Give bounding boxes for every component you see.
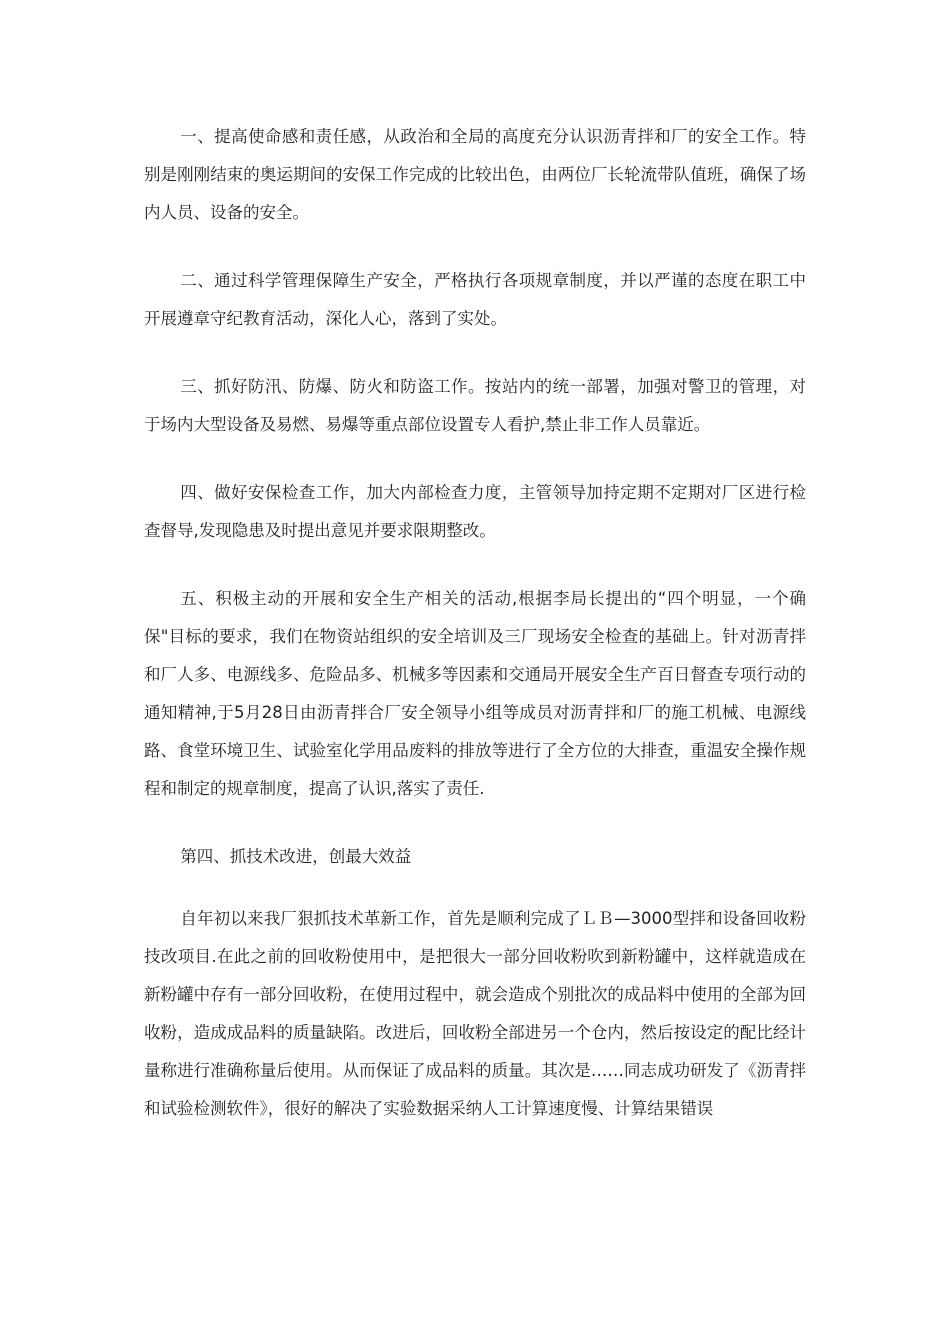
paragraph-3: 三、抓好防汛、防爆、防火和防盗工作。按站内的统一部署，加强对警卫的管理，对于场内大型设备及易燃、易爆等重点部位设置专人看护,禁止非工作人员靠近。	[144, 377, 806, 434]
document-body	[144, 118, 806, 1158]
paragraph-6: 自年初以来我厂狠抓技术革新工作，首先是顺利完成了ＬＢ—3000型拌和设备回收粉技改项目.在此之前的回收粉使用中，是把很大一部分回收粉吹到新粉罐中，这样就造成在新粉罐中存有一部分回收粉，在使用过程中，就会造成个别批次的成品料中使用的全部为回收粉，造成成品料的质量缺陷。改进后，回收粉全部进另一个仓内，然后按设定的配比经计量称进行准确称量后使用。从而保证了成品料的质量。其次是……同志成功研发了《沥青拌和试验检测软件》，很好的解决了实验数据采纳人工计算速度慢、计算结果错误	[144, 909, 806, 1118]
section-heading: 第四、抓技术改进，创最大效益	[180, 847, 412, 866]
paragraph-5: 五、积极主动的开展和安全生产相关的活动,根据李局长提出的“四个明显，一个确保"目标的要求，我们在物资站组织的安全培训及三厂现场安全检查的基础上。针对沥青拌和厂人多、电源线多、危险品多、机械多等因素和交通局开展安全生产百日督查专项行动的通知精神,于5月28日由沥青拌合厂安全领导小组等成员对沥青拌和厂的施工机械、电源线路、食堂环境卫生、试验室化学用品废料的排放等进行了全方位的大排查，重温安全操作规程和制定的规章制度，提高了认识,落实了责任.	[144, 589, 806, 798]
paragraph-4: 四、做好安保检查工作，加大内部检查力度，主管领导加持定期不定期对厂区进行检查督导,发现隐患及时提出意见并要求限期整改。	[144, 483, 806, 540]
paragraph-2: 二、通过科学管理保障生产安全，严格执行各项规章制度，并以严谨的态度在职工中开展遵章守纪教育活动，深化人心，落到了实处。	[144, 271, 806, 328]
paragraph-1: 一、提高使命感和责任感，从政治和全局的高度充分认识沥青拌和厂的安全工作。特别是刚刚结束的奥运期间的安保工作完成的比较出色，由两位厂长轮流带队值班，确保了场内人员、设备的安全。	[144, 127, 806, 222]
